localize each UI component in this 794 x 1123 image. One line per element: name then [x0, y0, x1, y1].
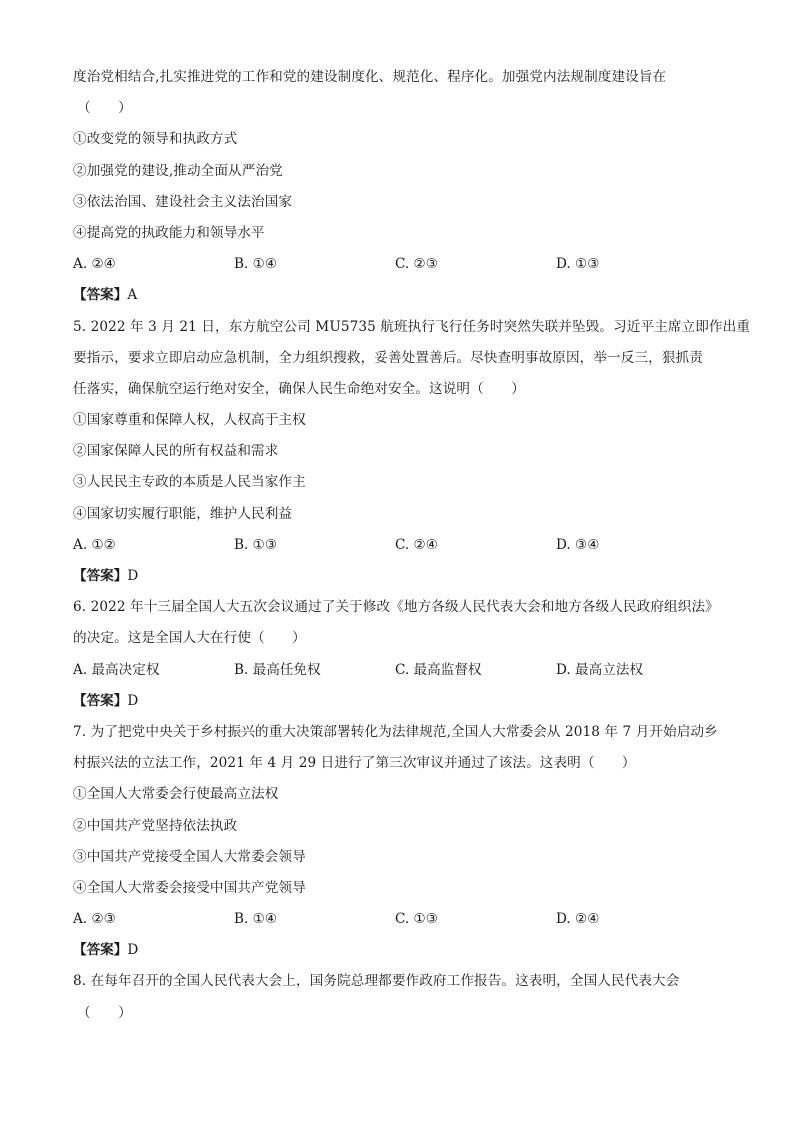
options-row [73, 530, 723, 561]
option-b: B. ①④ [234, 911, 278, 928]
question-stem-line: 8. 在每年召开的全国人民代表大会上，国务院总理都要作政府工作报告。这表明，全国人民代表大会 [73, 973, 680, 990]
question-stem-line: 的决定。这是全国人大在行使（ ） [73, 630, 306, 647]
question-5 [73, 312, 751, 593]
options-row [73, 655, 723, 686]
option-a: A. ②③ [73, 911, 116, 928]
choice-item: ①全国人大常委会行使最高立法权 [73, 786, 279, 803]
document-page [73, 62, 751, 1029]
question-8 [73, 966, 723, 1028]
option-d: D. ③④ [556, 536, 600, 553]
option-a: A. ②④ [73, 256, 116, 273]
answer-tag: 【答案】 [73, 942, 128, 959]
options-row [73, 904, 723, 935]
choice-item: ③中国共产党接受全国人大常委会领导 [73, 848, 306, 865]
option-c: C. ②④ [395, 536, 438, 553]
option-d: D. 最高立法权 [556, 661, 644, 678]
question-stem-line: 6. 2022 年十三届全国人大五次会议通过了关于修改《地方各级人民代表大会和地方各级人民政府组织法》 [73, 599, 719, 616]
options-row [73, 249, 723, 280]
question-stem-line: 任落实，确保航空运行绝对安全，确保人民生命绝对安全。这说明（ ） [73, 380, 525, 397]
question-stem-line: 村振兴法的立法工作，2021 年 4 月 29 日进行了第三次审议并通过了该法。这表明（ ） [73, 755, 636, 772]
choice-item: ①改变党的领导和执政方式 [73, 131, 238, 148]
answer-line [73, 561, 723, 592]
answer-blank: （ ） [77, 100, 132, 117]
choice-item: ③人民民主专政的本质是人民当家作主 [73, 474, 306, 491]
option-c: C. ②③ [395, 256, 438, 273]
question-7 [73, 717, 723, 967]
option-c: C. ①③ [395, 911, 438, 928]
option-a: A. 最高决定权 [73, 661, 160, 678]
option-c: C. 最高监督权 [395, 661, 482, 678]
question-stem-line: 度治党相结合,扎实推进党的工作和党的建设制度化、规范化、程序化。加强党内法规制度建设旨在 [73, 69, 667, 85]
option-b: B. ①④ [234, 256, 278, 273]
question-4 [73, 62, 723, 312]
option-a: A. ①② [73, 536, 116, 553]
answer-value: D [127, 942, 139, 959]
answer-tag: 【答案】 [73, 692, 128, 709]
option-b: B. ①③ [234, 536, 278, 553]
option-b: B. 最高任免权 [234, 661, 321, 678]
choice-item: ③依法治国、建设社会主义法治国家 [73, 193, 293, 210]
answer-value: D [127, 568, 139, 584]
choice-item: ④国家切实履行职能，维护人民利益 [73, 505, 293, 522]
question-stem-line: 7. 为了把党中央关于乡村振兴的重大决策部署转化为法律规范,全国人大常委会从 2018 年 7 月开始启动乡 [73, 723, 718, 740]
answer-line [73, 935, 723, 966]
answer-tag: 【答案】 [73, 287, 128, 304]
choice-item: ②国家保障人民的所有权益和需求 [73, 443, 279, 460]
option-d: D. ②④ [556, 911, 600, 928]
answer-tag: 【答案】 [73, 568, 128, 584]
answer-value: D [127, 692, 139, 709]
answer-line [73, 686, 723, 717]
option-d: D. ①③ [556, 256, 600, 273]
question-stem-line: 5. 2022 年 3 月 21 日，东方航空公司 MU5735 航班执行飞行任务时突然失联并坠毁。习近平主席立即作出重 [73, 318, 751, 335]
answer-line [73, 280, 723, 311]
choice-item: ④全国人大常委会接受中国共产党领导 [73, 879, 306, 896]
question-stem-line: 要指示，要求立即启动应急机制，全力组织搜救，妥善处置善后。尽快查明事故原因，举一反三，狠抓责 [73, 349, 703, 366]
question-6 [73, 592, 723, 717]
answer-value: A [127, 287, 138, 304]
choice-item: ①国家尊重和保障人权，人权高于主权 [73, 412, 306, 429]
choice-item: ④提高党的执政能力和领导水平 [73, 224, 265, 241]
choice-item: ②加强党的建设,推动全面从严治党 [73, 162, 283, 179]
answer-blank: （ ） [77, 1004, 132, 1021]
choice-item: ②中国共产党坚持依法执政 [73, 817, 238, 834]
